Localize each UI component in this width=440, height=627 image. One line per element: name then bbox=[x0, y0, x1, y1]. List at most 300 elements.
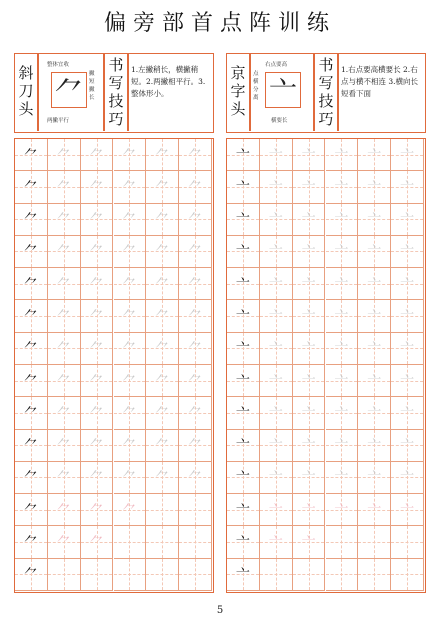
practice-cell[interactable] bbox=[114, 268, 147, 300]
practice-cell[interactable] bbox=[391, 236, 424, 268]
trace-glyph: ⺈ bbox=[155, 179, 170, 196]
practice-cell[interactable] bbox=[391, 268, 424, 300]
trace-glyph: 亠 bbox=[268, 341, 283, 358]
practice-cell[interactable] bbox=[179, 462, 212, 494]
trace-glyph: 亠 bbox=[268, 535, 283, 552]
practice-cell[interactable] bbox=[48, 430, 81, 462]
practice-cell[interactable] bbox=[15, 300, 48, 332]
left-sample-glyph: ⺈ bbox=[54, 76, 84, 111]
right-header-box bbox=[226, 53, 426, 133]
practice-cell[interactable] bbox=[227, 526, 260, 558]
trace-glyph: 亠 bbox=[367, 309, 382, 326]
practice-cell[interactable] bbox=[326, 268, 359, 300]
model-glyph: ⺈ bbox=[23, 341, 38, 358]
practice-cell[interactable] bbox=[15, 397, 48, 429]
practice-cell[interactable] bbox=[15, 268, 48, 300]
practice-cell[interactable] bbox=[293, 236, 326, 268]
practice-cell[interactable] bbox=[146, 204, 179, 236]
practice-cell[interactable] bbox=[179, 365, 212, 397]
trace-glyph: 亠 bbox=[334, 470, 349, 487]
trace-glyph: ⺈ bbox=[188, 179, 203, 196]
practice-cell[interactable] bbox=[146, 139, 179, 171]
trace-glyph: 亠 bbox=[301, 212, 316, 229]
practice-cell[interactable] bbox=[48, 559, 81, 591]
trace-glyph: ⺈ bbox=[56, 309, 71, 326]
practice-cell[interactable] bbox=[48, 139, 81, 171]
practice-cell[interactable] bbox=[48, 300, 81, 332]
trace-glyph: ⺈ bbox=[89, 502, 104, 519]
practice-cell[interactable] bbox=[114, 236, 147, 268]
trace-glyph: 亠 bbox=[268, 405, 283, 422]
practice-cell[interactable] bbox=[227, 559, 260, 591]
practice-cell[interactable] bbox=[179, 268, 212, 300]
right-note-bottom: 横要长 bbox=[271, 118, 288, 124]
practice-cell[interactable] bbox=[326, 559, 359, 591]
practice-cell[interactable] bbox=[293, 397, 326, 429]
practice-cell[interactable] bbox=[227, 365, 260, 397]
trace-glyph: 亠 bbox=[367, 147, 382, 164]
trace-glyph: 亠 bbox=[301, 244, 316, 261]
model-glyph: 亠 bbox=[235, 535, 250, 552]
trace-glyph: 亠 bbox=[301, 502, 316, 519]
practice-cell[interactable] bbox=[326, 365, 359, 397]
practice-cell[interactable] bbox=[227, 236, 260, 268]
trace-glyph: ⺈ bbox=[89, 244, 104, 261]
practice-cell[interactable] bbox=[260, 365, 293, 397]
trace-glyph: 亠 bbox=[301, 309, 316, 326]
practice-cell[interactable] bbox=[114, 559, 147, 591]
practice-cell[interactable] bbox=[15, 462, 48, 494]
practice-cell[interactable] bbox=[391, 494, 424, 526]
trace-glyph: ⺈ bbox=[155, 341, 170, 358]
practice-cell[interactable] bbox=[48, 526, 81, 558]
practice-cell[interactable] bbox=[48, 333, 81, 365]
practice-cell[interactable] bbox=[114, 462, 147, 494]
practice-cell[interactable] bbox=[358, 462, 391, 494]
practice-cell[interactable] bbox=[48, 397, 81, 429]
trace-glyph: ⺈ bbox=[188, 470, 203, 487]
practice-cell[interactable] bbox=[391, 300, 424, 332]
trace-glyph: ⺈ bbox=[155, 147, 170, 164]
trace-glyph: ⺈ bbox=[122, 179, 137, 196]
trace-glyph: 亠 bbox=[334, 147, 349, 164]
practice-cell[interactable] bbox=[179, 559, 212, 591]
practice-cell[interactable] bbox=[81, 494, 114, 526]
trace-glyph: 亠 bbox=[367, 341, 382, 358]
practice-cell[interactable] bbox=[358, 300, 391, 332]
practice-cell[interactable] bbox=[293, 139, 326, 171]
right-divider-2 bbox=[313, 54, 315, 131]
practice-cell[interactable] bbox=[81, 171, 114, 203]
practice-cell[interactable] bbox=[114, 333, 147, 365]
practice-cell[interactable] bbox=[293, 268, 326, 300]
page-number: 5 bbox=[216, 605, 224, 616]
practice-cell[interactable] bbox=[326, 526, 359, 558]
practice-cell[interactable] bbox=[326, 430, 359, 462]
model-glyph: 亠 bbox=[235, 244, 250, 261]
trace-glyph: 亠 bbox=[301, 405, 316, 422]
trace-glyph: ⺈ bbox=[122, 147, 137, 164]
practice-cell[interactable] bbox=[81, 236, 114, 268]
right-sample-area bbox=[251, 58, 311, 128]
practice-cell[interactable] bbox=[146, 333, 179, 365]
practice-cell[interactable] bbox=[227, 462, 260, 494]
practice-cell[interactable] bbox=[114, 430, 147, 462]
trace-glyph: 亠 bbox=[268, 212, 283, 229]
trace-glyph: 亠 bbox=[268, 470, 283, 487]
practice-cell[interactable] bbox=[227, 171, 260, 203]
practice-cell[interactable] bbox=[260, 204, 293, 236]
practice-cell[interactable] bbox=[15, 139, 48, 171]
trace-glyph: 亠 bbox=[268, 179, 283, 196]
model-glyph: ⺈ bbox=[23, 405, 38, 422]
practice-cell[interactable] bbox=[293, 526, 326, 558]
practice-cell[interactable] bbox=[81, 430, 114, 462]
trace-glyph: ⺈ bbox=[89, 341, 104, 358]
trace-glyph: 亠 bbox=[268, 276, 283, 293]
trace-glyph: ⺈ bbox=[188, 276, 203, 293]
practice-cell[interactable] bbox=[179, 494, 212, 526]
model-glyph: 亠 bbox=[235, 179, 250, 196]
right-tips-heading: 书写技巧 bbox=[318, 56, 334, 128]
trace-glyph: ⺈ bbox=[155, 244, 170, 261]
practice-cell[interactable] bbox=[48, 268, 81, 300]
practice-cell[interactable] bbox=[326, 494, 359, 526]
practice-cell[interactable] bbox=[293, 430, 326, 462]
left-note-right: 撇短撇长 bbox=[89, 71, 95, 101]
practice-cell[interactable] bbox=[260, 462, 293, 494]
practice-cell[interactable] bbox=[146, 559, 179, 591]
trace-glyph: 亠 bbox=[367, 470, 382, 487]
practice-cell[interactable] bbox=[48, 365, 81, 397]
left-radical-name: 斜刀头 bbox=[18, 64, 34, 118]
practice-cell[interactable] bbox=[358, 397, 391, 429]
trace-glyph: ⺈ bbox=[188, 405, 203, 422]
model-glyph: ⺈ bbox=[23, 535, 38, 552]
trace-glyph: ⺈ bbox=[56, 502, 71, 519]
trace-glyph: 亠 bbox=[301, 535, 316, 552]
practice-cell[interactable] bbox=[227, 204, 260, 236]
trace-glyph: ⺈ bbox=[56, 276, 71, 293]
practice-cell[interactable] bbox=[179, 236, 212, 268]
practice-cell[interactable] bbox=[358, 494, 391, 526]
practice-cell[interactable] bbox=[15, 236, 48, 268]
trace-glyph: ⺈ bbox=[155, 438, 170, 455]
practice-cell[interactable] bbox=[358, 365, 391, 397]
trace-glyph: ⺈ bbox=[89, 405, 104, 422]
practice-cell[interactable] bbox=[146, 526, 179, 558]
practice-cell[interactable] bbox=[81, 139, 114, 171]
practice-cell[interactable] bbox=[326, 204, 359, 236]
trace-glyph: ⺈ bbox=[122, 373, 137, 390]
practice-cell[interactable] bbox=[81, 462, 114, 494]
practice-cell[interactable] bbox=[260, 430, 293, 462]
practice-cell[interactable] bbox=[358, 526, 391, 558]
practice-cell[interactable] bbox=[358, 204, 391, 236]
trace-glyph: 亠 bbox=[301, 276, 316, 293]
practice-cell[interactable] bbox=[15, 171, 48, 203]
practice-cell[interactable] bbox=[326, 236, 359, 268]
practice-cell[interactable] bbox=[260, 526, 293, 558]
practice-cell[interactable] bbox=[179, 430, 212, 462]
left-note-top: 整体宜收 bbox=[47, 62, 70, 68]
practice-cell[interactable] bbox=[358, 268, 391, 300]
practice-cell[interactable] bbox=[179, 171, 212, 203]
practice-cell[interactable] bbox=[179, 526, 212, 558]
practice-cell[interactable] bbox=[391, 526, 424, 558]
trace-glyph: 亠 bbox=[367, 244, 382, 261]
model-glyph: 亠 bbox=[235, 405, 250, 422]
practice-cell[interactable] bbox=[179, 139, 212, 171]
practice-cell[interactable] bbox=[391, 171, 424, 203]
practice-cell[interactable] bbox=[146, 236, 179, 268]
practice-cell[interactable] bbox=[48, 462, 81, 494]
model-glyph: 亠 bbox=[235, 567, 250, 584]
left-tips-text: 1.左撇稍长，横撇稍短。2.两撇相平行。3.整体形小。 bbox=[131, 65, 206, 98]
trace-glyph: ⺈ bbox=[155, 373, 170, 390]
practice-cell[interactable] bbox=[15, 559, 48, 591]
practice-cell[interactable] bbox=[227, 300, 260, 332]
model-glyph: ⺈ bbox=[23, 309, 38, 326]
practice-cell[interactable] bbox=[260, 139, 293, 171]
trace-glyph: ⺈ bbox=[56, 535, 71, 552]
practice-cell[interactable] bbox=[227, 430, 260, 462]
practice-cell[interactable] bbox=[358, 139, 391, 171]
model-glyph: ⺈ bbox=[23, 244, 38, 261]
practice-cell[interactable] bbox=[293, 300, 326, 332]
trace-glyph: ⺈ bbox=[89, 179, 104, 196]
trace-glyph: 亠 bbox=[334, 276, 349, 293]
practice-cell[interactable] bbox=[391, 559, 424, 591]
left-sample-box bbox=[51, 72, 87, 111]
practice-cell[interactable] bbox=[326, 300, 359, 332]
trace-glyph: ⺈ bbox=[89, 147, 104, 164]
practice-cell[interactable] bbox=[391, 333, 424, 365]
practice-cell[interactable] bbox=[227, 139, 260, 171]
practice-cell[interactable] bbox=[326, 462, 359, 494]
trace-glyph: ⺈ bbox=[188, 309, 203, 326]
practice-cell[interactable] bbox=[146, 430, 179, 462]
practice-cell[interactable] bbox=[81, 204, 114, 236]
trace-glyph: ⺈ bbox=[155, 309, 170, 326]
model-glyph: ⺈ bbox=[23, 212, 38, 229]
right-note-top: 右点要高 bbox=[265, 62, 288, 68]
practice-cell[interactable] bbox=[48, 204, 81, 236]
model-glyph: 亠 bbox=[235, 373, 250, 390]
trace-glyph: ⺈ bbox=[155, 405, 170, 422]
left-header-box bbox=[14, 53, 214, 133]
trace-glyph: ⺈ bbox=[89, 212, 104, 229]
trace-glyph: 亠 bbox=[400, 405, 415, 422]
model-glyph: ⺈ bbox=[23, 567, 38, 584]
practice-cell[interactable] bbox=[15, 494, 48, 526]
practice-cell[interactable] bbox=[227, 268, 260, 300]
practice-cell[interactable] bbox=[15, 526, 48, 558]
practice-cell[interactable] bbox=[48, 236, 81, 268]
trace-glyph: 亠 bbox=[367, 212, 382, 229]
trace-glyph: 亠 bbox=[367, 276, 382, 293]
practice-cell[interactable] bbox=[260, 300, 293, 332]
practice-cell[interactable] bbox=[114, 204, 147, 236]
trace-glyph: ⺈ bbox=[188, 438, 203, 455]
trace-glyph: 亠 bbox=[334, 502, 349, 519]
trace-glyph: 亠 bbox=[400, 179, 415, 196]
right-sample-glyph: 亠 bbox=[268, 75, 297, 108]
practice-cell[interactable] bbox=[81, 397, 114, 429]
right-note-left: 点横分离 bbox=[253, 71, 259, 101]
practice-cell[interactable] bbox=[358, 559, 391, 591]
practice-cell[interactable] bbox=[227, 494, 260, 526]
trace-glyph: 亠 bbox=[268, 147, 283, 164]
trace-glyph: ⺈ bbox=[89, 470, 104, 487]
practice-cell[interactable] bbox=[146, 300, 179, 332]
practice-cell[interactable] bbox=[227, 333, 260, 365]
practice-cell[interactable] bbox=[179, 333, 212, 365]
practice-cell[interactable] bbox=[326, 171, 359, 203]
practice-cell[interactable] bbox=[48, 494, 81, 526]
trace-glyph: 亠 bbox=[400, 309, 415, 326]
model-glyph: 亠 bbox=[235, 341, 250, 358]
trace-glyph: 亠 bbox=[334, 244, 349, 261]
practice-cell[interactable] bbox=[114, 171, 147, 203]
practice-cell[interactable] bbox=[293, 462, 326, 494]
practice-cell[interactable] bbox=[293, 365, 326, 397]
model-glyph: ⺈ bbox=[23, 147, 38, 164]
practice-cell[interactable] bbox=[391, 139, 424, 171]
trace-glyph: ⺈ bbox=[188, 244, 203, 261]
trace-glyph: ⺈ bbox=[122, 244, 137, 261]
practice-cell[interactable] bbox=[326, 333, 359, 365]
practice-cell[interactable] bbox=[81, 300, 114, 332]
practice-cell[interactable] bbox=[146, 365, 179, 397]
trace-glyph: 亠 bbox=[400, 276, 415, 293]
practice-cell[interactable] bbox=[81, 559, 114, 591]
practice-cell[interactable] bbox=[391, 365, 424, 397]
practice-cell[interactable] bbox=[146, 268, 179, 300]
practice-cell[interactable] bbox=[179, 300, 212, 332]
trace-glyph: 亠 bbox=[301, 147, 316, 164]
practice-cell[interactable] bbox=[48, 171, 81, 203]
left-divider-2 bbox=[103, 54, 105, 131]
practice-cell[interactable] bbox=[81, 333, 114, 365]
right-radical-name: 京字头 bbox=[230, 64, 246, 118]
model-glyph: ⺈ bbox=[23, 438, 38, 455]
trace-glyph: ⺈ bbox=[188, 147, 203, 164]
practice-cell[interactable] bbox=[81, 526, 114, 558]
trace-glyph: ⺈ bbox=[56, 244, 71, 261]
practice-cell[interactable] bbox=[179, 204, 212, 236]
practice-cell[interactable] bbox=[260, 268, 293, 300]
trace-glyph: 亠 bbox=[367, 502, 382, 519]
trace-glyph: ⺈ bbox=[122, 341, 137, 358]
practice-cell[interactable] bbox=[114, 300, 147, 332]
practice-cell[interactable] bbox=[293, 333, 326, 365]
trace-glyph: ⺈ bbox=[122, 405, 137, 422]
page-title: 偏旁部首点阵训练 bbox=[103, 11, 336, 36]
practice-cell[interactable] bbox=[227, 397, 260, 429]
practice-cell[interactable] bbox=[293, 494, 326, 526]
practice-cell[interactable] bbox=[260, 171, 293, 203]
practice-cell[interactable] bbox=[15, 204, 48, 236]
trace-glyph: 亠 bbox=[268, 309, 283, 326]
practice-cell[interactable] bbox=[358, 236, 391, 268]
trace-glyph: 亠 bbox=[334, 309, 349, 326]
trace-glyph: 亠 bbox=[334, 212, 349, 229]
trace-glyph: ⺈ bbox=[188, 212, 203, 229]
practice-cell[interactable] bbox=[114, 397, 147, 429]
practice-cell[interactable] bbox=[358, 430, 391, 462]
trace-glyph: ⺈ bbox=[188, 341, 203, 358]
practice-cell[interactable] bbox=[326, 397, 359, 429]
trace-glyph: 亠 bbox=[301, 179, 316, 196]
trace-glyph: 亠 bbox=[268, 502, 283, 519]
model-glyph: ⺈ bbox=[23, 179, 38, 196]
practice-cell[interactable] bbox=[260, 559, 293, 591]
practice-cell[interactable] bbox=[391, 204, 424, 236]
practice-cell[interactable] bbox=[293, 204, 326, 236]
practice-cell[interactable] bbox=[358, 333, 391, 365]
practice-cell[interactable] bbox=[146, 494, 179, 526]
practice-cell[interactable] bbox=[146, 397, 179, 429]
trace-glyph: 亠 bbox=[301, 373, 316, 390]
practice-cell[interactable] bbox=[391, 430, 424, 462]
trace-glyph: 亠 bbox=[400, 373, 415, 390]
trace-glyph: ⺈ bbox=[89, 438, 104, 455]
trace-glyph: 亠 bbox=[301, 470, 316, 487]
practice-cell[interactable] bbox=[15, 365, 48, 397]
practice-cell[interactable] bbox=[260, 397, 293, 429]
practice-cell[interactable] bbox=[81, 268, 114, 300]
practice-cell[interactable] bbox=[81, 365, 114, 397]
model-glyph: 亠 bbox=[235, 309, 250, 326]
trace-glyph: ⺈ bbox=[89, 309, 104, 326]
practice-cell[interactable] bbox=[391, 397, 424, 429]
practice-cell[interactable] bbox=[114, 494, 147, 526]
trace-glyph: 亠 bbox=[334, 179, 349, 196]
trace-glyph: 亠 bbox=[400, 244, 415, 261]
right-tips-text: 1.右点要高横要长 2.右点与横不相连 3.横向长短看下面 bbox=[341, 65, 419, 98]
practice-cell[interactable] bbox=[326, 139, 359, 171]
trace-glyph: 亠 bbox=[367, 373, 382, 390]
practice-cell[interactable] bbox=[260, 494, 293, 526]
practice-cell[interactable] bbox=[114, 139, 147, 171]
trace-glyph: ⺈ bbox=[122, 438, 137, 455]
trace-glyph: ⺈ bbox=[56, 341, 71, 358]
trace-glyph: ⺈ bbox=[89, 535, 104, 552]
trace-glyph: ⺈ bbox=[56, 405, 71, 422]
practice-cell[interactable] bbox=[114, 365, 147, 397]
practice-cell[interactable] bbox=[179, 397, 212, 429]
practice-cell[interactable] bbox=[260, 333, 293, 365]
practice-cell[interactable] bbox=[391, 462, 424, 494]
practice-cell[interactable] bbox=[15, 333, 48, 365]
practice-cell[interactable] bbox=[114, 526, 147, 558]
trace-glyph: 亠 bbox=[301, 341, 316, 358]
trace-glyph: 亠 bbox=[301, 438, 316, 455]
model-glyph: 亠 bbox=[235, 147, 250, 164]
practice-cell[interactable] bbox=[146, 171, 179, 203]
practice-cell[interactable] bbox=[358, 171, 391, 203]
practice-cell[interactable] bbox=[15, 430, 48, 462]
practice-cell[interactable] bbox=[146, 462, 179, 494]
trace-glyph: 亠 bbox=[400, 438, 415, 455]
practice-cell[interactable] bbox=[293, 171, 326, 203]
practice-cell[interactable] bbox=[293, 559, 326, 591]
trace-glyph: ⺈ bbox=[155, 212, 170, 229]
practice-cell[interactable] bbox=[260, 236, 293, 268]
model-glyph: 亠 bbox=[235, 276, 250, 293]
right-practice-grid bbox=[226, 138, 426, 593]
